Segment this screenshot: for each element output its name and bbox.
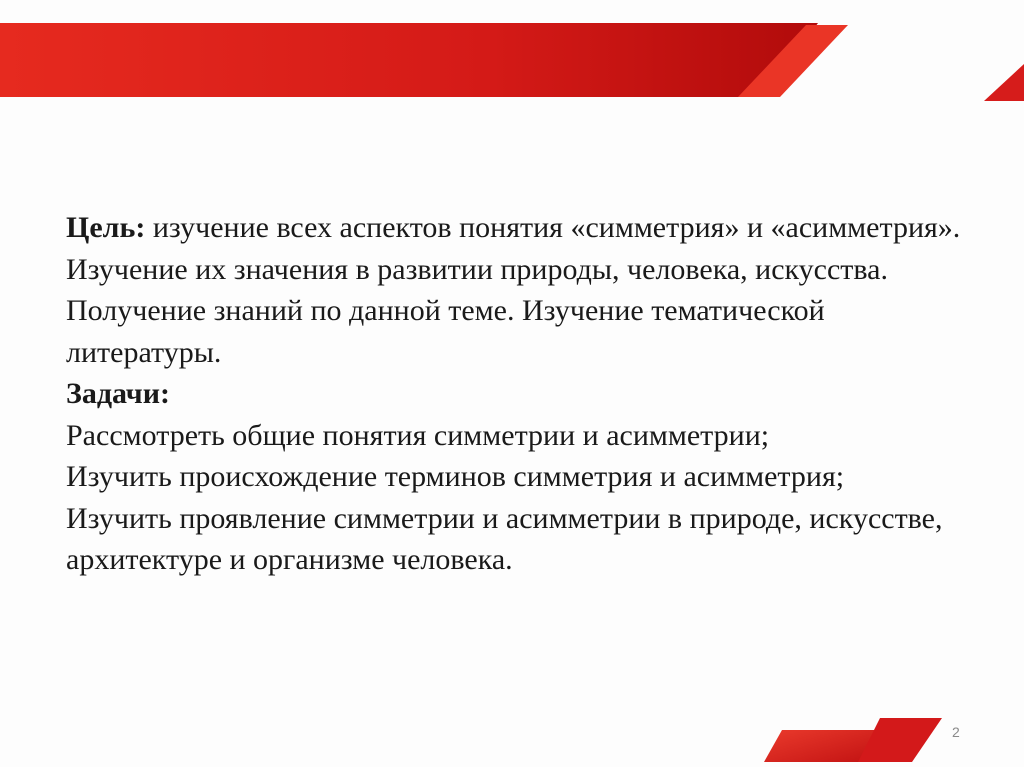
goal-text: изучение всех аспектов понятия «симметрия» и «асимметрия». Изучение их значения в развитии природы, человека, искусства. Получение знаний по данной теме. Изучение тематической литературы. [66,211,961,369]
task-item: Изучить проявление симметрии и асимметрии в природе, искусстве, архитектуре и организме человека. [66,501,943,576]
task-item: Рассмотреть общие понятия симметрии и асимметрии; [66,418,770,452]
tasks-label: Задачи: [66,377,171,410]
top-red-band [0,23,818,97]
tasks-heading [66,373,966,415]
bottom-right-red-block [858,718,942,762]
page-number: 2 [952,724,960,740]
slide-body [66,207,966,581]
task-item: Изучить происхождение терминов симметрия и асимметрия; [66,460,845,493]
goal-paragraph [66,207,966,373]
goal-label: Цель: [66,211,146,244]
bottom-right-red-strip [764,730,875,762]
top-right-red-wedge [984,64,1024,101]
